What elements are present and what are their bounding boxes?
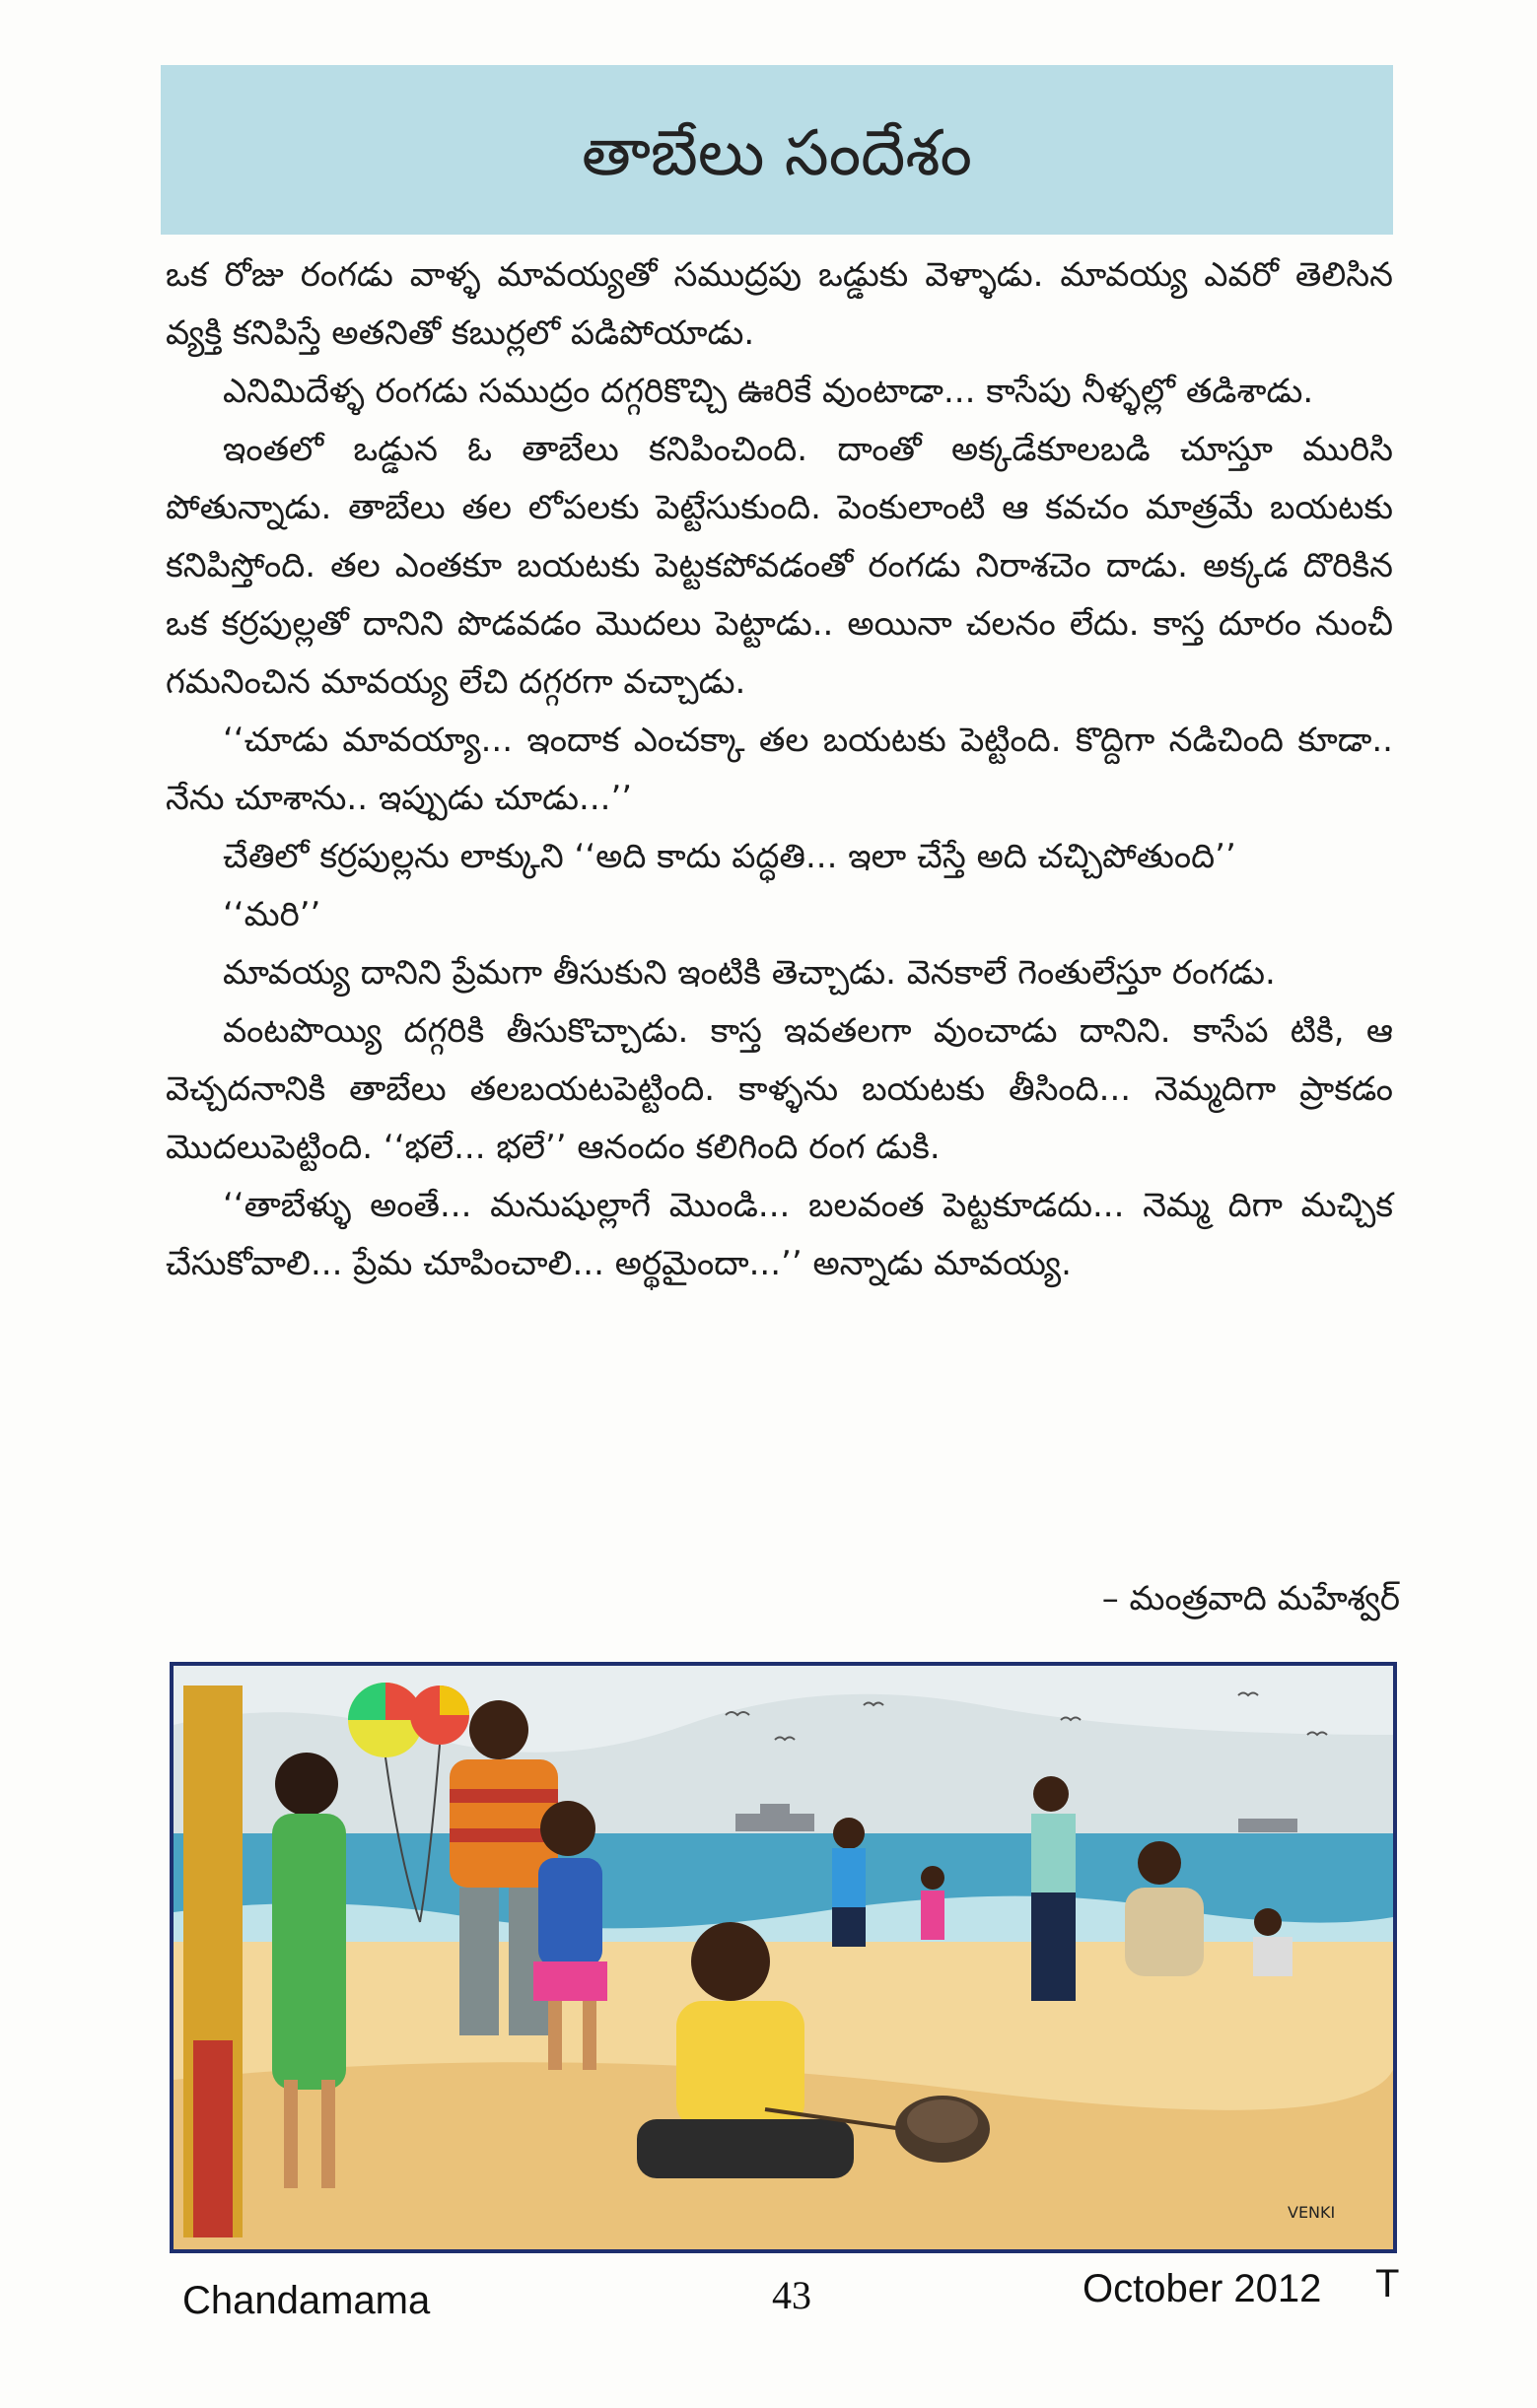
title-banner bbox=[161, 65, 1393, 235]
author-credit: – మంత్రవాది మహేశ్వర్ bbox=[1101, 1579, 1400, 1618]
beach-illustration bbox=[170, 1662, 1397, 2253]
turtle bbox=[895, 2096, 990, 2163]
paragraph-4: ‘‘చూడు మావయ్యా... ఇందాక ఎంచక్కా తల బయటకు పెట్టింది. కొద్దిగా నడిచింది కూడా.. నేను చూశాను.. ఇప్పుడు చూడు...’’ bbox=[166, 721, 1393, 818]
paragraph-7: మావయ్య దానిని ప్రేమగా తీసుకుని ఇంటికి తెచ్చాడు. వెనకాలే గెంతులేస్తూ రంగడు. bbox=[223, 953, 1276, 993]
story-title: తాబేలు సందేశం bbox=[581, 117, 973, 190]
story-body bbox=[166, 246, 1393, 1293]
paragraph-6: ‘‘మరి’’ bbox=[223, 895, 321, 934]
paragraph-3: ఇంతలో ఒడ్డున ఓ తాబేలు కనిపించింది. దాంతో అక్కడేకూలబడి చూస్తూ మురిసి పోతున్నాడు. తాబేలు తల లోపలకు పెట్టేసుకుంది. పెంకులాంటి ఆ కవచం మాత్రమే బయటకు కనిపిస్తోంది. తల ఎంతకూ బయటకు పెట్టకపోవడంతో రంగడు నిరాశచెం దాడు. అక్కడ దొరికిన ఒక కర్రపుల్లతో దానిని పొడవడం మొదలు పెట్టాడు.. అయినా చలనం లేదు. కాస్త దూరం నుంచీ గమనించిన మావయ్య లేచి దగ్గరగా వచ్చాడు. bbox=[166, 430, 1393, 702]
magazine-name: Chandamama bbox=[182, 2279, 431, 2322]
paragraph-9: ‘‘తాబేళ్ళు అంతే... మనుషుల్లాగే మొండి... బలవంత పెట్టకూడదు... నెమ్మ దిగా మచ్చిక చేసుకోవాలి... ప్రేమ చూపించాలి... అర్థమైందా...’’ అన్నాడు మావయ్య. bbox=[166, 1186, 1393, 1283]
paragraph-1: ఒక రోజు రంగడు వాళ్ళ మావయ్యతో సముద్రపు ఒడ్డుకు వెళ్ళాడు. మావయ్య ఎవరో తెలిసిన వ్యక్తి కనిపిస్తే అతనితో కబుర్లలో పడిపోయాడు. bbox=[166, 255, 1393, 353]
page-number: 43 bbox=[772, 2273, 811, 2317]
edition-mark: T bbox=[1375, 2262, 1400, 2305]
paragraph-2: ఎనిమిదేళ్ళ రంగడు సముద్రం దగ్గరికొచ్చి ఊరికే వుంటాడా... కాసేపు నీళ్ళల్లో తడిశాడు. bbox=[223, 372, 1314, 411]
issue-date: October 2012 bbox=[1083, 2267, 1322, 2310]
beach-scene bbox=[174, 1666, 1393, 2249]
paragraph-8: వంటపొయ్యి దగ్గరికి తీసుకొచ్చాడు. కాస్త ఇవతలగా వుంచాడు దానిని. కాసేప టికి, ఆ వెచ్చదనానికి తాబేలు తలబయటపెట్టింది. కాళ్ళను బయటకు తీసింది... నెమ్మదిగా ప్రాకడం మొదలుపెట్టింది. ‘‘భలే... భలే’’ ఆనందం కలిగింది రంగ డుకి. bbox=[166, 1011, 1393, 1167]
woman-figure bbox=[183, 1686, 243, 2237]
paragraph-5: చేతిలో కర్రపుల్లను లాక్కుని ‘‘అది కాదు పద్ధతి... ఇలా చేస్తే అది చచ్చిపోతుంది’’ bbox=[223, 837, 1236, 876]
illustrator-signature: VENKI bbox=[1288, 2203, 1336, 2222]
